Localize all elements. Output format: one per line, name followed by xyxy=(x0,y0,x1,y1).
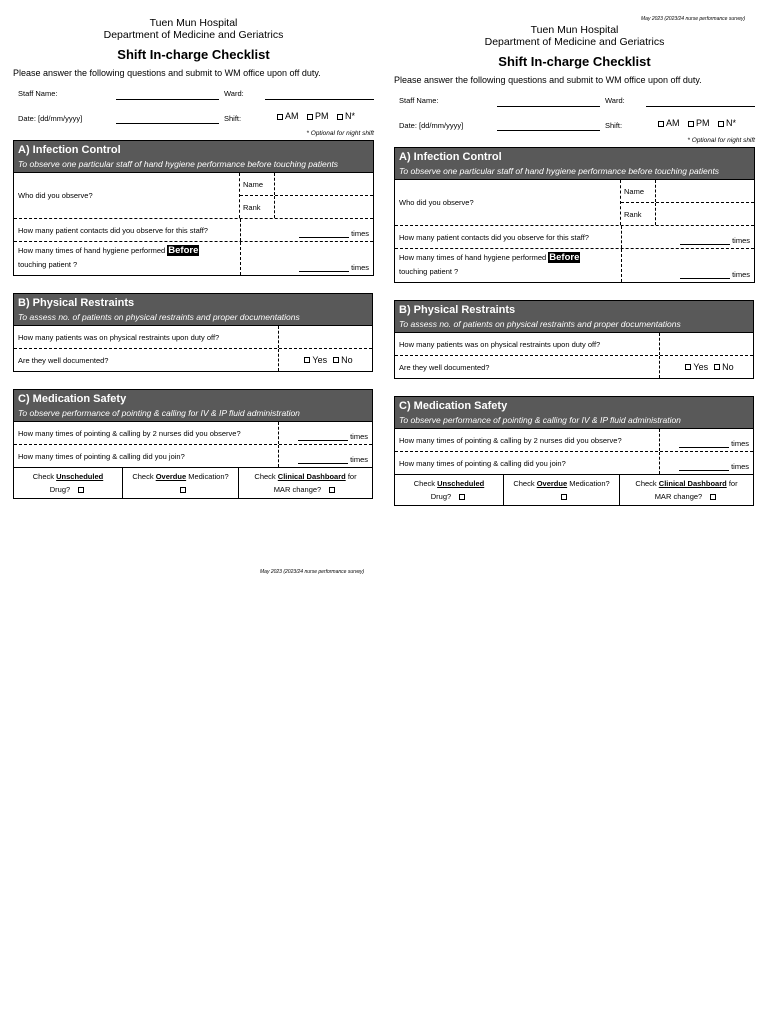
ward-field[interactable] xyxy=(265,99,374,100)
shift-label: Shift: xyxy=(224,114,242,123)
table-row xyxy=(395,225,754,248)
shift-pm-label: PM xyxy=(315,111,329,121)
date-field[interactable] xyxy=(497,130,600,131)
form-fields xyxy=(394,87,755,145)
section-physical-restraints xyxy=(13,293,373,372)
page-title: Shift In-charge Checklist xyxy=(498,54,651,69)
section-a-subtitle: To observe one particular staff of hand hygiene performance before touching patients xyxy=(399,166,720,176)
check-overdue-medication: Check Overdue Medication? xyxy=(503,475,619,505)
table-row xyxy=(395,179,754,225)
answer-hand-hygiene[interactable]: times xyxy=(621,249,754,282)
answer-documented: Yes No xyxy=(278,349,372,371)
table-row xyxy=(14,218,373,241)
optional-note: * Optional for night shift xyxy=(306,130,374,137)
shift-n-checkbox[interactable] xyxy=(718,121,724,127)
question-pointing-observe: How many times of pointing & calling by 2 nurses did you observe? xyxy=(18,428,241,438)
section-b-title: B) Physical Restraints xyxy=(18,297,135,309)
checklist-sheet-left xyxy=(13,17,374,499)
table-row xyxy=(14,444,372,467)
question-pointing-join: How many times of pointing & calling did you join? xyxy=(18,451,185,461)
shift-pm-checkbox[interactable] xyxy=(688,121,694,127)
name-label: Name xyxy=(243,179,264,189)
optional-note: * Optional for night shift xyxy=(687,137,755,144)
name-field[interactable] xyxy=(655,180,754,202)
section-physical-restraints xyxy=(394,300,754,379)
shift-am-label: AM xyxy=(666,118,680,128)
check-row xyxy=(14,467,372,498)
check-row xyxy=(395,474,753,505)
shift-label: Shift: xyxy=(605,121,623,130)
ward-label: Ward: xyxy=(224,89,244,98)
answer-patient-contacts[interactable]: times xyxy=(621,226,754,248)
rank-label: Rank xyxy=(624,209,642,219)
table-row xyxy=(14,172,373,218)
question-hand-hygiene: How many times of hand hygiene performed Before touching patient ? xyxy=(18,245,199,269)
table-row xyxy=(14,241,373,275)
answer-documented: Yes No xyxy=(659,356,753,378)
table-row xyxy=(395,248,754,282)
check-clinical-dashboard: Check Clinical Dashboard for MAR change? xyxy=(238,468,372,498)
question-patient-contacts: How many patient contacts did you observe for this staff? xyxy=(399,232,589,242)
answer-patient-contacts[interactable]: times xyxy=(240,219,373,241)
ward-field[interactable] xyxy=(646,106,755,107)
hospital-name: Tuen Mun Hospital xyxy=(530,24,619,36)
table-row xyxy=(14,325,372,348)
table-row xyxy=(14,421,372,444)
overdue-checkbox[interactable] xyxy=(561,494,567,500)
rank-field[interactable] xyxy=(655,203,754,225)
ward-label: Ward: xyxy=(605,96,625,105)
shift-n-label: N* xyxy=(345,111,356,121)
section-a-title: A) Infection Control xyxy=(399,151,502,163)
rank-label: Rank xyxy=(243,202,261,212)
answer-hand-hygiene[interactable]: times xyxy=(240,242,373,275)
department-name: Department of Medicine and Geriatrics xyxy=(103,29,284,41)
shift-n-checkbox[interactable] xyxy=(337,114,343,120)
name-field[interactable] xyxy=(274,173,373,195)
section-b-title: B) Physical Restraints xyxy=(399,304,516,316)
question-restraints-count: How many patients was on physical restraints upon duty off? xyxy=(399,339,601,349)
staff-name-field[interactable] xyxy=(497,106,600,107)
question-who-observe: Who did you observe? xyxy=(18,191,93,200)
section-b-subtitle: To assess no. of patients on physical restraints and proper documentations xyxy=(399,319,681,329)
no-checkbox[interactable] xyxy=(333,357,339,363)
yes-checkbox[interactable] xyxy=(304,357,310,363)
section-c-title: C) Medication Safety xyxy=(399,400,508,412)
page-title: Shift In-charge Checklist xyxy=(117,47,270,62)
section-a-subtitle: To observe one particular staff of hand hygiene performance before touching patients xyxy=(18,159,339,169)
shift-n-label: N* xyxy=(726,118,737,128)
question-documented: Are they well documented? xyxy=(399,362,490,372)
answer-pointing-observe[interactable]: times xyxy=(278,422,372,444)
question-documented: Are they well documented? xyxy=(18,355,109,365)
name-label: Name xyxy=(624,186,645,196)
answer-restraints-count[interactable] xyxy=(659,333,753,355)
answer-restraints-count[interactable] xyxy=(278,326,372,348)
check-unscheduled-drug: Check Unscheduled Drug? xyxy=(32,472,104,494)
check-overdue-medication: Check Overdue Medication? xyxy=(122,468,238,498)
date-label: Date: [dd/mm/yyyy] xyxy=(399,121,464,130)
section-a-title: A) Infection Control xyxy=(18,144,121,156)
section-c-subtitle: To observe performance of pointing & calling for IV & IP fluid administration xyxy=(399,415,681,425)
staff-name-label: Staff Name: xyxy=(399,96,439,105)
overdue-checkbox[interactable] xyxy=(180,487,186,493)
shift-pm-checkbox[interactable] xyxy=(307,114,313,120)
section-medication-safety xyxy=(394,396,754,506)
rank-field[interactable] xyxy=(274,196,373,218)
table-row xyxy=(395,355,753,378)
answer-pointing-join[interactable]: times xyxy=(278,445,372,467)
footer-note-left: May 2023 (2023/24 nurse performance survey) xyxy=(260,569,365,575)
section-c-title: C) Medication Safety xyxy=(18,393,127,405)
dashboard-checkbox[interactable] xyxy=(329,487,335,493)
section-infection-control xyxy=(394,147,755,283)
shift-am-label: AM xyxy=(285,111,299,121)
question-pointing-observe: How many times of pointing & calling by 2 nurses did you observe? xyxy=(399,435,622,445)
instruction-text: Please answer the following questions and submit to WM office upon off duty. xyxy=(394,75,702,85)
shift-options xyxy=(652,118,736,128)
staff-name-field[interactable] xyxy=(116,99,219,100)
section-c-subtitle: To observe performance of pointing & calling for IV & IP fluid administration xyxy=(18,408,300,418)
date-label: Date: [dd/mm/yyyy] xyxy=(18,114,83,123)
dashboard-checkbox[interactable] xyxy=(710,494,716,500)
table-row xyxy=(14,348,372,371)
table-row xyxy=(395,451,753,474)
unscheduled-checkbox[interactable] xyxy=(78,487,84,493)
question-hand-hygiene: How many times of hand hygiene performed Before touching patient ? xyxy=(399,252,580,276)
check-unscheduled-drug: Check Unscheduled Drug? xyxy=(413,479,485,501)
before-highlight: Before xyxy=(168,245,199,256)
form-fields xyxy=(13,80,374,138)
section-medication-safety xyxy=(13,389,373,499)
table-row xyxy=(395,332,753,355)
shift-am-checkbox[interactable] xyxy=(658,121,664,127)
section-infection-control xyxy=(13,140,374,276)
question-restraints-count: How many patients was on physical restraints upon duty off? xyxy=(18,332,220,342)
footer-note-right: May 2023 (2023/24 nurse performance survey) xyxy=(641,16,746,22)
shift-options xyxy=(271,111,355,121)
section-b-subtitle: To assess no. of patients on physical restraints and proper documentations xyxy=(18,312,300,322)
checklist-sheet-right xyxy=(394,24,755,506)
answer-pointing-join[interactable]: times xyxy=(659,452,753,474)
shift-pm-label: PM xyxy=(696,118,710,128)
department-name: Department of Medicine and Geriatrics xyxy=(484,36,665,48)
instruction-text: Please answer the following questions and submit to WM office upon off duty. xyxy=(13,68,321,78)
check-clinical-dashboard: Check Clinical Dashboard for MAR change? xyxy=(619,475,753,505)
unscheduled-checkbox[interactable] xyxy=(459,494,465,500)
shift-am-checkbox[interactable] xyxy=(277,114,283,120)
date-field[interactable] xyxy=(116,123,219,124)
question-patient-contacts: How many patient contacts did you observe for this staff? xyxy=(18,225,208,235)
question-pointing-join: How many times of pointing & calling did you join? xyxy=(399,458,566,468)
yes-checkbox[interactable] xyxy=(685,364,691,370)
hospital-name: Tuen Mun Hospital xyxy=(149,17,238,29)
table-row xyxy=(395,428,753,451)
answer-pointing-observe[interactable]: times xyxy=(659,429,753,451)
question-who-observe: Who did you observe? xyxy=(399,198,474,207)
no-checkbox[interactable] xyxy=(714,364,720,370)
before-highlight: Before xyxy=(549,252,580,263)
staff-name-label: Staff Name: xyxy=(18,89,58,98)
